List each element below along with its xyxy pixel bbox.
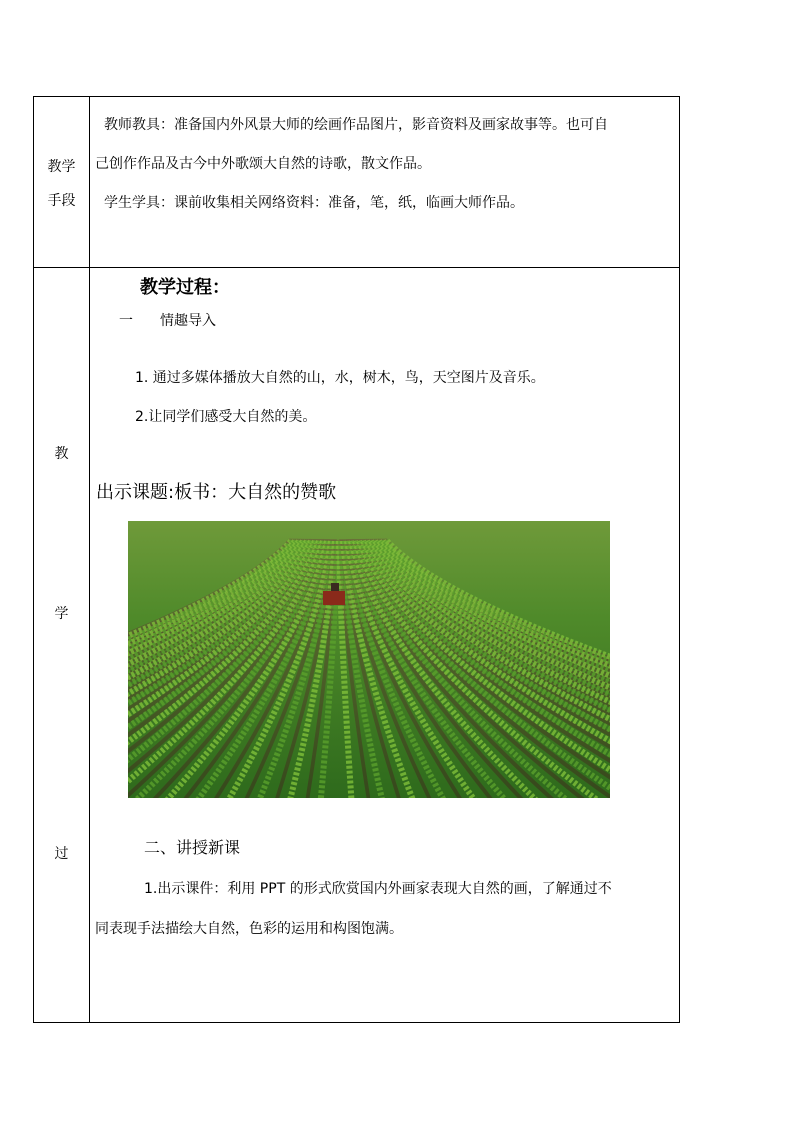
process-label-char-1: 教	[54, 446, 69, 462]
topic-line: 出示课题:板书：大自然的赞歌	[96, 482, 337, 503]
means-label-line1: 教学	[47, 159, 76, 175]
intro-step-2: 2.让同学们感受大自然的美。	[135, 409, 317, 425]
section2-step1-line1: 1.出示课件：利用 PPT 的形式欣赏国内外画家表现大自然的画，了解通过不	[144, 881, 612, 897]
student-tools-line: 学生学具：课前收集相关网络资料：准备，笔，纸，临画大师作品。	[104, 195, 524, 211]
intro-number: 一	[119, 313, 133, 329]
tractor-icon	[323, 591, 345, 605]
means-label-line2: 手段	[47, 193, 76, 209]
farm-field-photo	[128, 521, 610, 798]
process-label-char-3: 过	[54, 846, 69, 862]
process-heading: 教学过程：	[140, 277, 230, 298]
field-rows-image	[128, 521, 610, 798]
intro-title: 情趣导入	[160, 313, 216, 329]
lesson-plan-table	[33, 96, 680, 1023]
means-label	[34, 157, 89, 211]
process-label-char-2: 学	[54, 606, 69, 622]
teacher-tools-line1: 教师教具：准备国内外风景大师的绘画作品图片，影音资料及画家故事等。也可自	[104, 117, 608, 133]
section2-title: 二、讲授新课	[144, 838, 241, 857]
intro-step-1: 1. 通过多媒体播放大自然的山，水，树木，鸟，天空图片及音乐。	[135, 370, 545, 386]
section2-step1-line2: 同表现手法描绘大自然，色彩的运用和构图饱满。	[95, 921, 403, 937]
teacher-tools-line2: 己创作作品及古今中外歌颂大自然的诗歌，散文作品。	[95, 156, 431, 172]
row-divider	[34, 267, 679, 268]
column-divider	[89, 97, 90, 1022]
